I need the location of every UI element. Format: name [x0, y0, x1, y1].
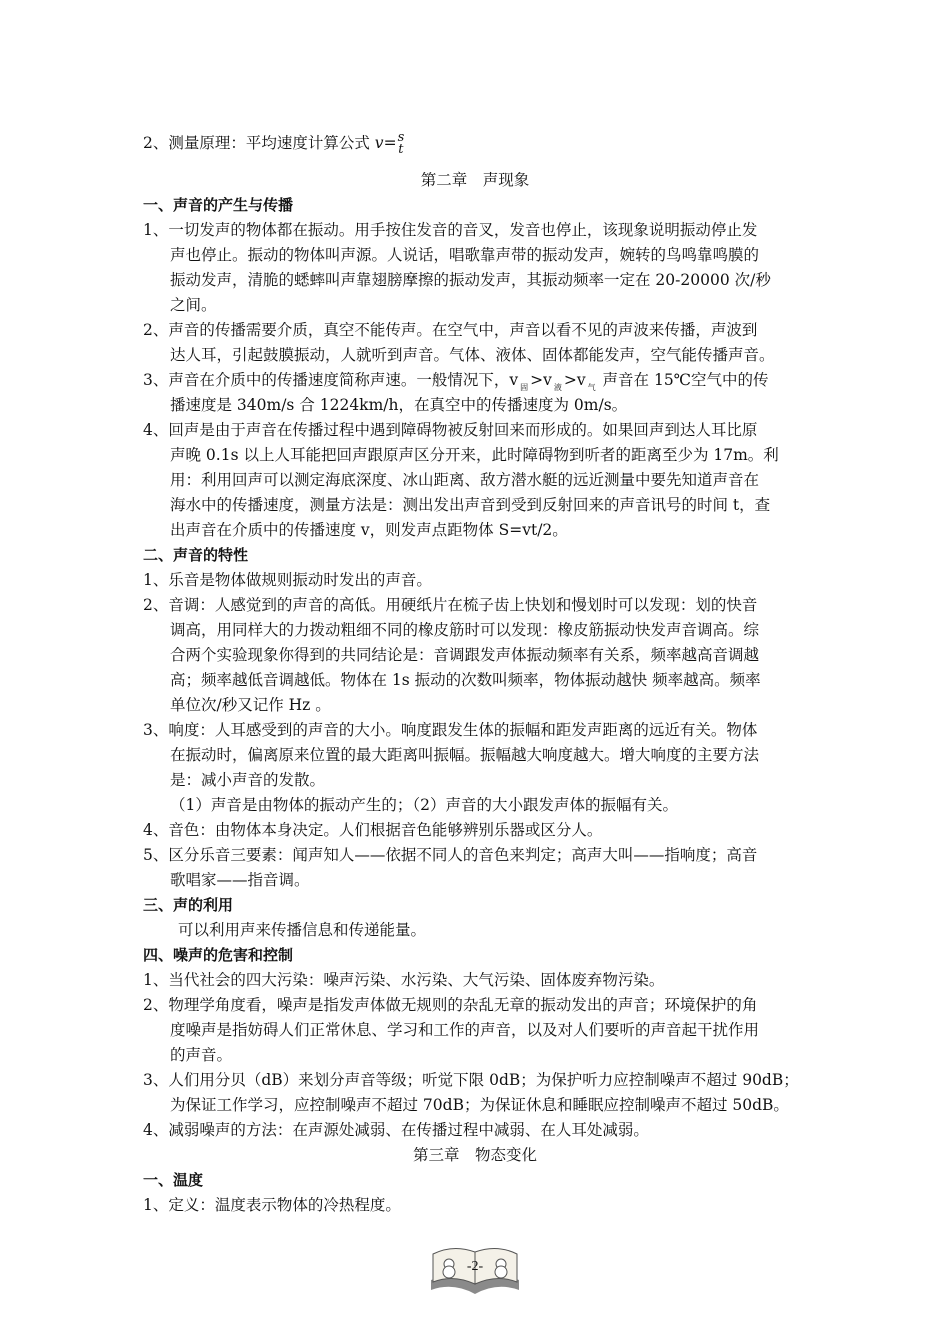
- formula-eq: =: [383, 134, 397, 152]
- note-line: （1）声音是由物体的振动产生的；（2）声音的大小跟发声体的振幅有关。: [170, 796, 678, 814]
- paragraph-line: 的声音。: [170, 1046, 233, 1064]
- section-heading: 三、声的利用: [143, 896, 234, 914]
- subscript: 液: [553, 383, 562, 392]
- subscript: 固: [520, 383, 529, 392]
- formula-v: v: [374, 134, 384, 152]
- paragraph-line: 可以利用声来传播信息和传递能量。: [178, 921, 427, 939]
- paragraph-line: 调高，用同样大的力拨动粗细不同的橡皮筋时可以发现：橡皮筋振动快发声音调高。综: [170, 621, 760, 639]
- section-heading: 一、温度: [143, 1171, 204, 1189]
- fraction-numerator: s: [397, 130, 405, 145]
- paragraph-line: 之间。: [170, 296, 217, 314]
- paragraph-line: 单位次/秒又记作 Hz 。: [170, 696, 331, 714]
- paragraph-line: 出声音在介质中的传播速度 v，则发声点距物体 S=vt/2。: [170, 521, 568, 539]
- text-run: 声音在 15℃空气中的传: [597, 371, 769, 389]
- paragraph-line: 声也停止。振动的物体叫声源。人说话，唱歌靠声带的振动发声，婉转的鸟鸣靠鸣膜的: [170, 246, 760, 264]
- paragraph-line: 5、区分乐音三要素：闻声知人——依据不同人的音色来判定；高声大叫——指响度；高音: [143, 846, 758, 864]
- chapter-3-title: 第三章 物态变化: [412, 1146, 537, 1164]
- section-heading: 二、声音的特性: [143, 546, 249, 564]
- paragraph-line: 2、音调：人感觉到的声音的高低。用硬纸片在梳子齿上快划和慢划时可以发现：划的快音: [143, 596, 758, 614]
- paragraph-line: 2、声音的传播需要介质，真空不能传声。在空气中，声音以看不见的声波来传播，声波到: [143, 321, 758, 339]
- paragraph-line: 振动发声，清脆的蟋蟀叫声靠翅膀摩擦的振动发声，其振动频率一定在 20-20000 次/秒: [170, 271, 771, 289]
- formula-prefix: 2、测量原理：平均速度计算公式: [143, 134, 375, 152]
- section-heading: 四、噪声的危害和控制: [143, 946, 294, 964]
- paragraph-line: 1、一切发声的物体都在振动。用手按住发音的音叉，发音也停止，该现象说明振动停止发: [143, 221, 758, 239]
- paragraph-line: 用：利用回声可以测定海底深度、冰山距离、敌方潜水艇的远近测量中要先知道声音在: [170, 471, 760, 489]
- paragraph-line: 4、回声是由于声音在传播过程中遇到障碍物被反射回来而形成的。如果回声到达人耳比原: [143, 421, 758, 439]
- paragraph-line: 4、音色：由物体本身决定。人们根据音色能够辨别乐器或区分人。: [143, 821, 603, 839]
- paragraph-line: 高；频率越低音调越低。物体在 1s 振动的次数叫频率，物体振动越快 频率越高。频率: [170, 671, 761, 689]
- formula-line: [143, 132, 404, 156]
- paragraph-line: 1、定义：温度表示物体的冷热程度。: [143, 1196, 401, 1214]
- paragraph-line: 2、物理学角度看，噪声是指发声体做无规则的杂乱无章的振动发出的声音；环境保护的角: [143, 996, 758, 1014]
- page-number: -2-: [466, 1259, 484, 1274]
- text-run: 3、声音在介质中的传播速度简称声速。一般情况下，v: [143, 371, 519, 389]
- speed-comparison-line: [143, 370, 769, 393]
- section-heading: 一、声音的产生与传播: [143, 196, 294, 214]
- paragraph-line: 3、人们用分贝（dB）来划分声音等级；听觉下限 0dB；为保护听力应控制噪声不超过 90dB；: [143, 1071, 799, 1089]
- paragraph-line: 4、减弱噪声的方法：在声源处减弱、在传播过程中减弱、在人耳处减弱。: [143, 1121, 649, 1139]
- paragraph-line: 1、当代社会的四大污染：噪声污染、水污染、大气污染、固体废弃物污染。: [143, 971, 665, 989]
- chapter-2-title: 第二章 声现象: [420, 171, 530, 189]
- subscript: 气: [587, 383, 596, 392]
- paragraph-line: 1、乐音是物体做规则振动时发出的声音。: [143, 571, 432, 589]
- page-footer: [425, 1236, 525, 1300]
- paragraph-line: 海水中的传播速度，测量方法是：测出发出声音到受到反射回来的声音讯号的时间 t，查: [170, 496, 771, 514]
- text-run: >v: [563, 371, 586, 389]
- paragraph-line: 在振动时，偏离原来位置的最大距离叫振幅。振幅越大响度越大。增大响度的主要方法: [170, 746, 760, 764]
- paragraph-line: 3、响度：人耳感受到的声音的大小。响度跟发生体的振幅和距发声距离的远近有关。物体: [143, 721, 758, 739]
- paragraph-line: 声晚 0.1s 以上人耳能把回声跟原声区分开来，此时障碍物到听者的距离至少为 17m。利: [170, 446, 779, 464]
- paragraph-line: 为保证工作学习，应控制噪声不超过 70dB；为保证休息和睡眠应控制噪声不超过 50dB。: [170, 1096, 789, 1114]
- fraction: [398, 132, 405, 156]
- open-book-icon: [425, 1236, 525, 1300]
- paragraph-line: 合两个实验现象你得到的共同结论是：音调跟发声体振动频率有关系，频率越高音调越: [170, 646, 760, 664]
- fraction-denominator: t: [398, 142, 404, 157]
- text-run: >v: [530, 371, 552, 389]
- paragraph-line: 是：减小声音的发散。: [170, 771, 326, 789]
- paragraph-line: 达人耳，引起鼓膜振动，人就听到声音。气体、液体、固体都能发声，空气能传播声音。: [170, 346, 775, 364]
- paragraph-line: 歌唱家——指音调。: [170, 871, 310, 889]
- paragraph-line: 度噪声是指妨碍人们正常休息、学习和工作的声音，以及对人们要听的声音起干扰作用: [170, 1021, 760, 1039]
- paragraph-line: 播速度是 340m/s 合 1224km/h，在真空中的传播速度为 0m/s。: [170, 396, 628, 414]
